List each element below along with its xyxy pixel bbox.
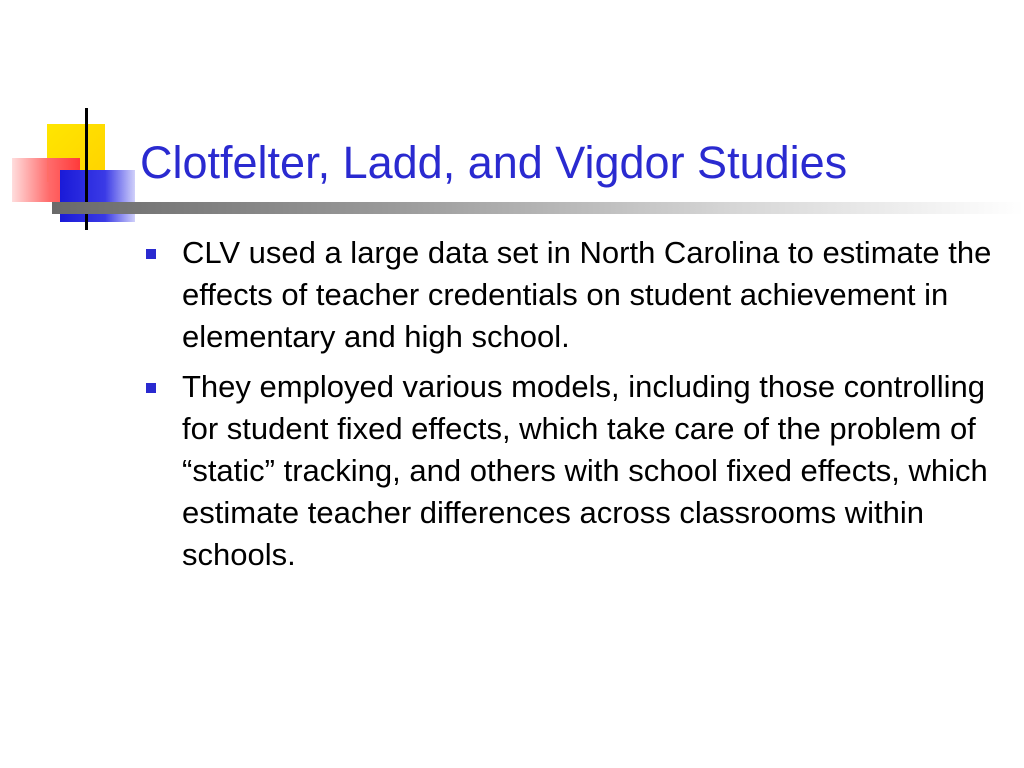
title-underline-bar bbox=[52, 202, 1024, 214]
bullet-text: They employed various models, including those controlling for student fixed effects, which take care of the problem of “static” tracking, and others with school fixed effects, which estimate teacher differences across classrooms within schools. bbox=[182, 369, 988, 572]
blue-square-decoration bbox=[60, 170, 135, 222]
bullet-text: CLV used a large data set in North Carolina to estimate the effects of teacher credentials on student achievement in elementary and high school. bbox=[182, 235, 992, 354]
square-bullet-icon bbox=[146, 249, 156, 259]
square-bullet-icon bbox=[146, 383, 156, 393]
bullet-item bbox=[140, 366, 1000, 576]
bullet-list bbox=[140, 232, 1000, 584]
bullet-item bbox=[140, 232, 1000, 358]
slide-title: Clotfelter, Ladd, and Vigdor Studies bbox=[140, 137, 848, 188]
